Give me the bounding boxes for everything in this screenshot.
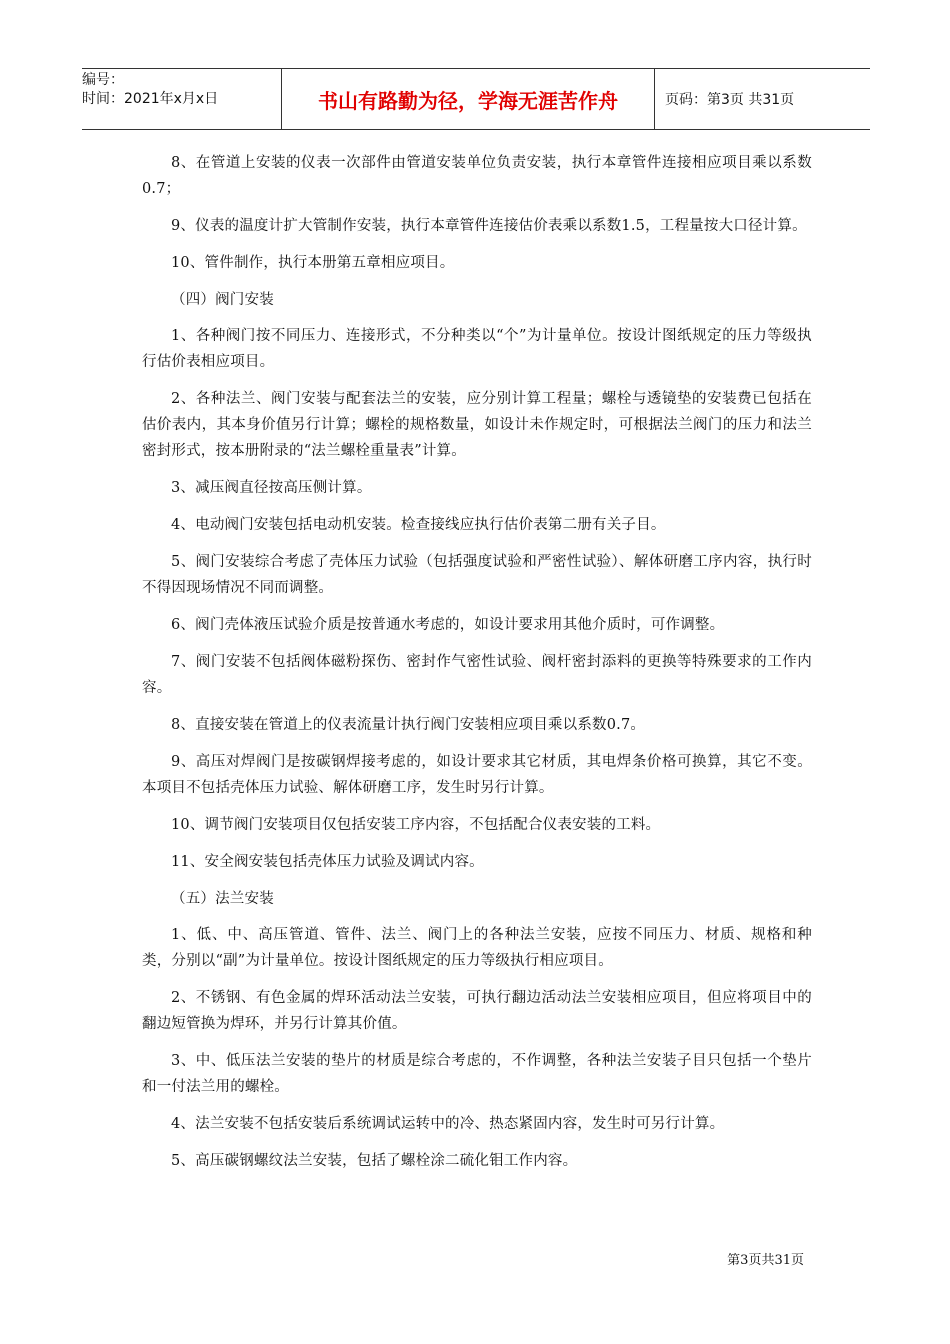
header-page-number: 页码：第3页 共31页 <box>665 92 795 108</box>
paragraph: 1、低、中、高压管道、管件、法兰、阀门上的各种法兰安装，应按不同压力、材质、规格和种类，分别以“副”为计量单位。按设计图纸规定的压力等级执行相应项目。 <box>142 927 812 969</box>
paragraph: 4、电动阀门安装包括电动机安装。检查接线应执行估价表第二册有关子目。 <box>171 517 666 533</box>
header-motto: 书山有路勤为径，学海无涯苦作舟 <box>318 88 618 113</box>
paragraph: 6、阀门壳体液压试验介质是按普通水考虑的，如设计要求用其他介质时，可作调整。 <box>171 617 725 633</box>
paragraph: 4、法兰安装不包括安装后系统调试运转中的冷、热态紧固内容，发生时可另行计算。 <box>171 1116 725 1132</box>
paragraph: 8、在管道上安装的仪表一次部件由管道安装单位负责安装，执行本章管件连接相应项目乘以系数0.7； <box>142 155 812 197</box>
paragraph: 1、各种阀门按不同压力、连接形式，不分种类以“个”为计量单位。按设计图纸规定的压力等级执行估价表相应项目。 <box>142 328 812 370</box>
paragraph: 10、管件制作，执行本册第五章相应项目。 <box>171 255 455 271</box>
footer-page-number: 第3页共31页 <box>727 1253 804 1268</box>
paragraph: 2、各种法兰、阀门安装与配套法兰的安装，应分别计算工程量；螺栓与透镜垫的安装费已包括在估价表内，其本身价值另行计算；螺栓的规格数量，如设计未作规定时，可根据法兰阀门的压力和法兰密封形式，按本册附录的“法兰螺栓重量表”计算。 <box>142 391 812 459</box>
paragraph: 7、阀门安装不包括阀体磁粉探伤、密封作气密性试验、阀杆密封添料的更换等特殊要求的工作内容。 <box>142 654 812 696</box>
paragraph: 5、阀门安装综合考虑了壳体压力试验（包括强度试验和严密性试验）、解体研磨工序内容，执行时不得因现场情况不同而调整。 <box>142 554 812 596</box>
paragraph: 11、安全阀安装包括壳体压力试验及调试内容。 <box>171 854 484 870</box>
document-date: 时间：2021年x月x日 <box>82 91 219 107</box>
section-heading: （四）阀门安装 <box>171 292 274 308</box>
paragraph: 3、减压阀直径按高压侧计算。 <box>171 480 372 496</box>
section-heading: （五）法兰安装 <box>171 891 274 907</box>
header-meta <box>82 69 282 129</box>
document-body <box>142 150 812 1185</box>
paragraph: 8、直接安装在管道上的仪表流量计执行阀门安装相应项目乘以系数0.7。 <box>171 717 646 733</box>
page-header <box>82 68 870 130</box>
paragraph: 3、中、低压法兰安装的垫片的材质是综合考虑的，不作调整，各种法兰安装子目只包括一个垫片和一付法兰用的螺栓。 <box>142 1053 812 1095</box>
document-number-label: 编号： <box>82 72 124 88</box>
paragraph: 10、调节阀门安装项目仅包括安装工序内容，不包括配合仪表安装的工料。 <box>171 817 661 833</box>
paragraph: 9、仪表的温度计扩大管制作安装，执行本章管件连接估价表乘以系数1.5，工程量按大口径计算。 <box>171 218 807 234</box>
header-page-cell <box>655 69 870 129</box>
paragraph: 2、不锈钢、有色金属的焊环活动法兰安装，可执行翻边活动法兰安装相应项目，但应将项目中的翻边短管换为焊环，并另行计算其价值。 <box>142 990 812 1032</box>
paragraph: 5、高压碳钢螺纹法兰安装，包括了螺栓涂二硫化钼工作内容。 <box>171 1153 578 1169</box>
page-footer <box>727 1249 804 1268</box>
paragraph: 9、高压对焊阀门是按碳钢焊接考虑的，如设计要求其它材质，其电焊条价格可换算，其它不变。本项目不包括壳体压力试验、解体研磨工序，发生时另行计算。 <box>142 754 812 796</box>
header-motto-cell <box>282 69 655 129</box>
